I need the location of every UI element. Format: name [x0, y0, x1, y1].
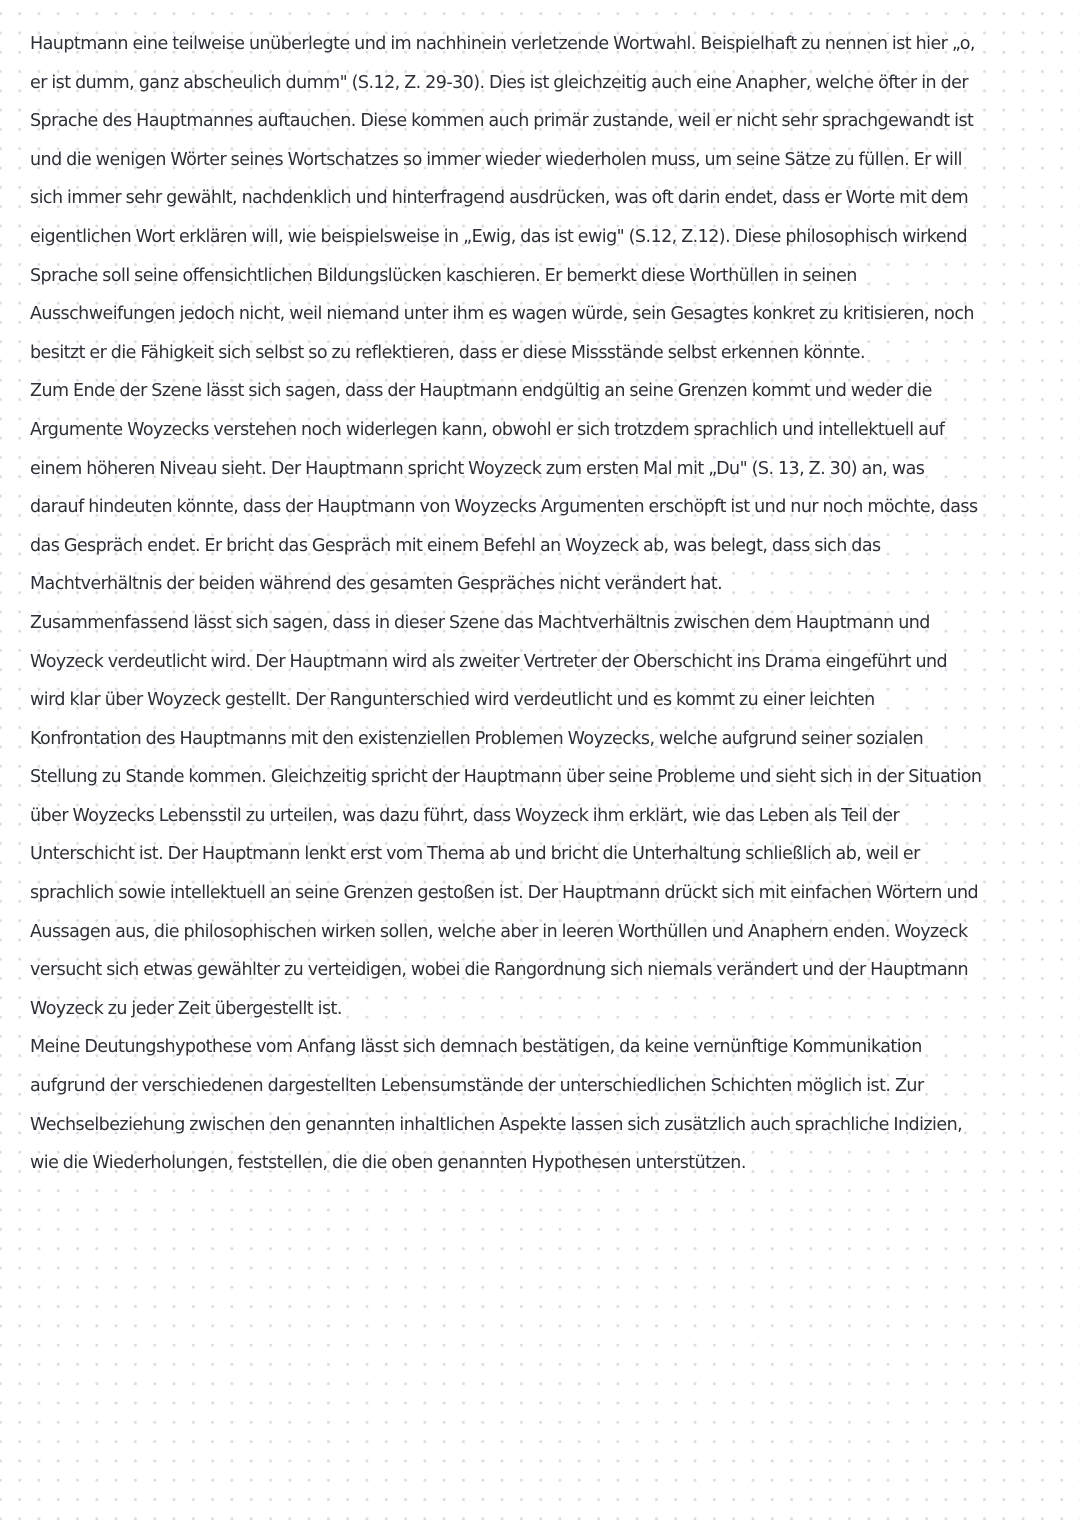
text-line: besitzt er die Fähigkeit sich selbst so zu reflektieren, dass er diese Missstände selbst erkennen könnte. [30, 342, 865, 363]
text-line: aufgrund der verschiedenen dargestellten Lebensumstände der unterschiedlichen Schichten möglich ist. Zur [30, 1076, 924, 1097]
text-line: Sprache soll seine offensichtlichen Bildungslücken kaschieren. Er bemerkt diese Worthüllen in seinen [30, 265, 857, 286]
text-line: wie die Wiederholungen, feststellen, die die oben genannten Hypothesen unterstützen. [30, 1153, 746, 1174]
text-line: Stellung zu Stande kommen. Gleichzeitig spricht der Hauptmann über seine Probleme und sieht sich in der Situation [30, 767, 982, 788]
text-line: Woyzeck zu jeder Zeit übergestellt ist. [30, 998, 342, 1019]
text-line: einem höheren Niveau sieht. Der Hauptmann spricht Woyzeck zum ersten Mal mit „Du" (S. 13, Z. 30) an, was [30, 458, 925, 479]
text-line: Meine Deutungshypothese vom Anfang lässt sich demnach bestätigen, da keine vernünftige Kommunikation [30, 1037, 922, 1058]
text-line: Argumente Woyzecks verstehen noch widerlegen kann, obwohl er sich trotzdem sprachlich und intellektuell auf [30, 419, 945, 440]
text-line: und die wenigen Wörter seines Wortschatzes so immer wieder wiederholen muss, um seine Sätze zu füllen. Er will [30, 149, 962, 170]
text-line: Woyzeck verdeutlicht wird. Der Hauptmann wird als zweiter Vertreter der Oberschicht ins Drama eingeführt und [30, 651, 948, 672]
text-line: Machtverhältnis der beiden während des gesamten Gespräches nicht verändert hat. [30, 574, 723, 595]
text-line: versucht sich etwas gewählter zu verteidigen, wobei die Rangordnung sich niemals verändert und der Hauptmann [30, 960, 969, 981]
text-line: sprachlich sowie intellektuell an seine Grenzen gestoßen ist. Der Hauptmann drückt sich mit einfachen Wörtern und [30, 883, 979, 904]
text-line: das Gespräch endet. Er bricht das Gespräch mit einem Befehl an Woyzeck ab, was belegt, dass sich das [30, 535, 881, 556]
text-line: Hauptmann eine teilweise unüberlegte und im nachhinein verletzende Wortwahl. Beispielhaft zu nennen ist hier „o, [30, 34, 975, 54]
text-line: Aussagen aus, die philosophischen wirken sollen, welche aber in leeren Worthüllen und Anaphern enden. Woyzeck [30, 921, 968, 942]
text-line: sich immer sehr gewählt, nachdenklich und hinterfragend ausdrücken, was oft darin endet, dass er Worte mit dem [30, 188, 969, 209]
handwritten-essay-text [30, 25, 1055, 1183]
text-line: Sprache des Hauptmannes auftauchen. Diese kommen auch primär zustande, weil er nicht sehr sprachgewandt ist [30, 111, 974, 132]
text-line: Zum Ende der Szene lässt sich sagen, dass der Hauptmann endgültig an seine Grenzen kommt und weder die [30, 381, 932, 402]
text-line: Zusammenfassend lässt sich sagen, dass in dieser Szene das Machtverhältnis zwischen dem Hauptmann und [30, 612, 930, 633]
text-line: über Woyzecks Lebensstil zu urteilen, was dazu führt, dass Woyzeck ihm erklärt, wie das Leben als Teil der [30, 805, 900, 826]
text-line: wird klar über Woyzeck gestellt. Der Rangunterschied wird verdeutlicht und es kommt zu einer leichten [30, 690, 875, 711]
text-line: Konfrontation des Hauptmanns mit den existenziellen Problemen Woyzecks, welche aufgrund seiner sozialen [30, 728, 924, 749]
text-line: er ist dumm, ganz abscheulich dumm" (S.12, Z. 29-30). Dies ist gleichzeitig auch eine Anapher, welche öfter in der [30, 72, 968, 93]
text-line: Unterschicht ist. Der Hauptmann lenkt erst vom Thema ab und bricht die Unterhaltung schließlich ab, weil er [30, 844, 920, 865]
text-line: darauf hindeuten könnte, dass der Hauptmann von Woyzecks Argumenten erschöpft ist und nur noch möchte, dass [30, 497, 978, 518]
text-line: Ausschweifungen jedoch nicht, weil niemand unter ihm es wagen würde, sein Gesagtes konkret zu kritisieren, noch [30, 304, 974, 325]
text-line: Wechselbeziehung zwischen den genannten inhaltlichen Aspekte lassen sich zusätzlich auch sprachliche Indizien, [30, 1114, 963, 1135]
text-line: eigentlichen Wort erklären will, wie beispielsweise in „Ewig, das ist ewig" (S.12, Z.12). Diese philosophisch wirkend [30, 226, 968, 247]
